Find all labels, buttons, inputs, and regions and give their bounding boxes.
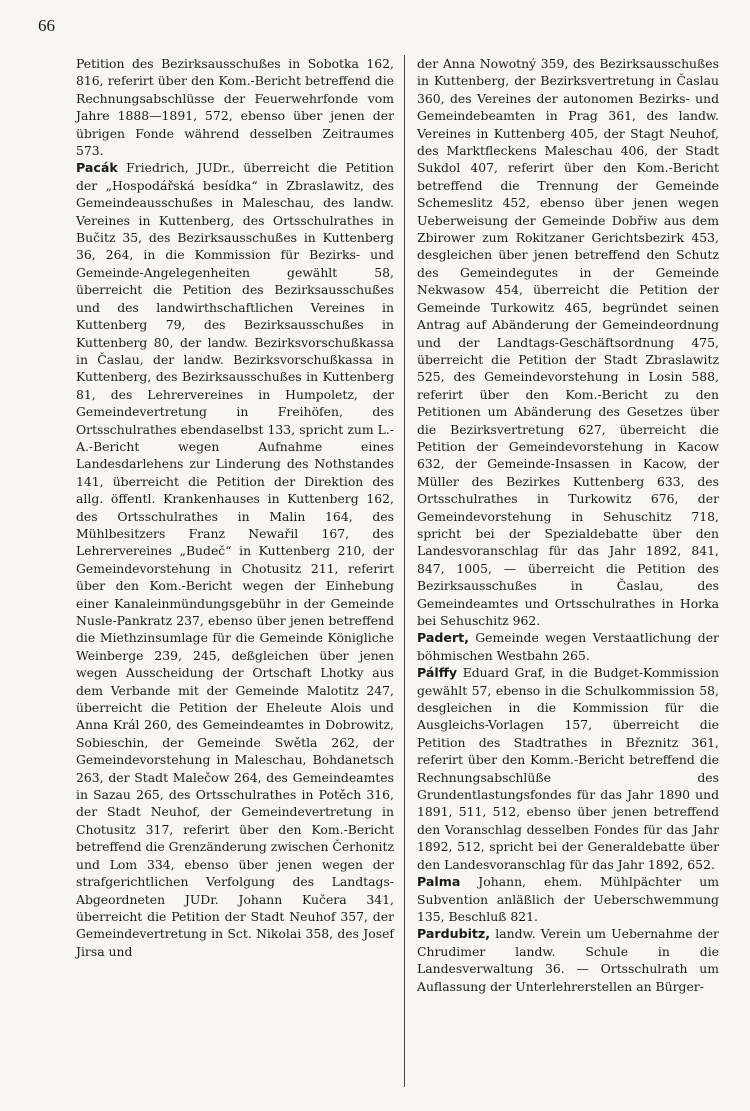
index-entry-palffy: [417, 664, 719, 873]
index-entry-pardubitz: [417, 925, 719, 995]
index-entry-continuation: [417, 55, 719, 629]
entry-text: landw. Verein um Uebernahme der Chrudimer landw. Schule in die Landesverwaltung 36. — Ortsschulrath um Auflassung der Unterlehrerstellen an Bürger-: [417, 926, 719, 994]
entry-head: Pálffy: [417, 665, 458, 681]
left-column: [76, 55, 394, 960]
entry-head: Pardubitz,: [417, 926, 491, 942]
column-divider: [404, 55, 405, 1087]
entry-head: Padert,: [417, 630, 469, 646]
entry-text: der Anna Nowotný 359, des Bezirksausschußes in Kuttenberg, der Bezirksvertretung in Časlau 360, des Vereines der autonomen Bezirks- und Gemeindebeamten in Prag 361, des landw. Vereines in Kuttenberg 405, der Stagt Neuhof, des Marktfleckens Maleschau 406, der Stadt Sukdol 407, referirt über den Kom.-Bericht betreffend die Trennung der Gemeinde Schemeslitz 452, ebenso über jenen wegen Ueberweisung der Gemeinde Dobřiw aus dem Zbirower zum Rokitzaner Gerichtsbezirk 453, desgleichen über jenen betreffend den Schutz des Gemeindegutes in der Gemeinde Nekwasow 454, überreicht die Petition der Gemeinde Turkowitz 465, begründet seinen Antrag auf Abänderung der Gemeindeordnung und der Landtags-Geschäftsordnung 475, überreicht die Petition der Stadt Zbraslawitz 525, des Gemeindevorstehung in Losin 588, referirt über den Kom.-Bericht zu den Petitionen um Abänderung des Gesetzes über die Bezirksvertretung 627, überreicht die Petition der Gemeindevorstehung in Kacow 632, der Gemeinde-Insassen in Kacow, der Müller des Bezirkes Kuttenberg 633, des Ortsschulrathes in Turkowitz 676, der Gemeindevorstehung in Sehuschitz 718, spricht bei der Spezialdebatte über den Landesvoranschlag für das Jahr 1892, 841, 847, 1005, — überreicht die Petition des Bezirksausschußes in Časlau, des Gemeindeamtes und Ortsschulrathes in Horka bei Sehuschitz 962.: [417, 56, 719, 628]
index-entry-continuation: [76, 55, 394, 159]
entry-text: Petition des Bezirksausschußes in Sobotka 162, 816, referirt über den Kom.-Bericht betreffend die Rechnungsabschlüsse der Feuerwehrfonde vom Jahre 1888—1891, 572, ebenso über jenen der übrigen Fonde während desselben Zeitraumes 573.: [76, 56, 394, 159]
index-entry-pacak: [76, 159, 394, 960]
entry-head: Palma: [417, 874, 461, 890]
entry-text: Friedrich, JUDr., überreicht die Petition der „Hospodářská besídka“ in Zbraslawitz, des Gemeindeausschußes in Maleschau, des landw. Vereines in Kuttenberg, des Ortsschulrathes in Bučitz 35, des Bezirksausschußes in Kuttenberg 36, 264, in die Kommission für Bezirks- und Gemeinde-Angelegenheiten gewählt 58, überreicht die Petition des Bezirksausschußes und des landwirthschaftlichen Vereines in Kuttenberg 79, des Bezirksausschußes in Kuttenberg 80, der landw. Bezirksvorschußkassa in Časlau, der landw. Bezirksvorschußkassa in Kuttenberg, des Bezirksausschußes in Kuttenberg 81, des Lehrervereines in Humpoletz, der Gemeindevertretung in Freihöfen, des Ortsschulrathes ebendaselbst 133, spricht zum L.-A.-Bericht wegen Aufnahme eines Landesdarlehens zur Linderung des Nothstandes 141, überreicht die Petition der Direktion des allg. öffentl. Krankenhauses in Kuttenberg 162, des Ortsschulrathes in Malin 164, des Mühlbesitzers Franz Newařil 167, des Lehrervereines „Budeč“ in Kuttenberg 210, der Gemeindevorstehung in Chotusitz 211, referirt über den Kom.-Bericht wegen der Einhebung einer Kanaleinmündungsgebühr in der Gemeinde Nusle-Pankratz 237, ebenso über jenen betreffend die Miethzinsumlage für die Gemeinde Königliche Weinberge 239, 245, deßgleichen über jenen wegen Ausscheidung der Ortschaft Lhotky aus dem Verbande mit der Gemeinde Malotitz 247, überreicht die Petition der Eheleute Alois und Anna Král 260, des Gemeindeamtes in Dobrowitz, Sobieschin, der Gemeinde Swětla 262, der Gemeindevorstehung in Maleschau, Bohdanetsch 263, der Stadt Malečow 264, des Gemeindeamtes in Sazau 265, des Ortsschulrathes in Potěch 316, der Stadt Neuhof, der Gemeindevertretung in Chotusitz 317, referirt über den Kom.-Bericht betreffend die Grenzänderung zwischen Čerhonitz und Lom 334, ebenso über jenen wegen der strafgerichtlichen Verfolgung des Landtags-Abgeordneten JUDr. Johann Kučera 341, überreicht die Petition der Stadt Neuhof 357, der Gemeindevertretung in Sct. Nikolai 358, des Josef Jirsa und: [76, 160, 394, 959]
entry-text: Johann, ehem. Mühlpächter um Subvention anläßlich der Ueberschwemmung 135, Beschluß 821.: [417, 874, 719, 924]
index-entry-padert: [417, 629, 719, 664]
page-number: 66: [38, 16, 55, 35]
entry-head: Pacák: [76, 160, 118, 176]
entry-text: Gemeinde wegen Verstaatlichung der böhmischen Westbahn 265.: [417, 630, 719, 663]
index-entry-palma: [417, 873, 719, 925]
right-column: [417, 55, 719, 995]
entry-text: Eduard Graf, in die Budget-Kommission gewählt 57, ebenso in die Schulkommission 58, desgleichen in die Kommission für die Ausgleichs-Vorlagen 157, überreicht die Petition des Stadtrathes in Březnitz 361, referirt über den Komm.-Bericht betreffend die Rechnungsabschlüße des Grundentlastungsfondes für das Jahr 1890 und 1891, 511, 512, ebenso über jenen betreffend den Voranschlag desselben Fondes für das Jahr 1892, 512, spricht bei der Generaldebatte über den Landesvoranschlag für das Jahr 1892, 652.: [417, 665, 719, 872]
